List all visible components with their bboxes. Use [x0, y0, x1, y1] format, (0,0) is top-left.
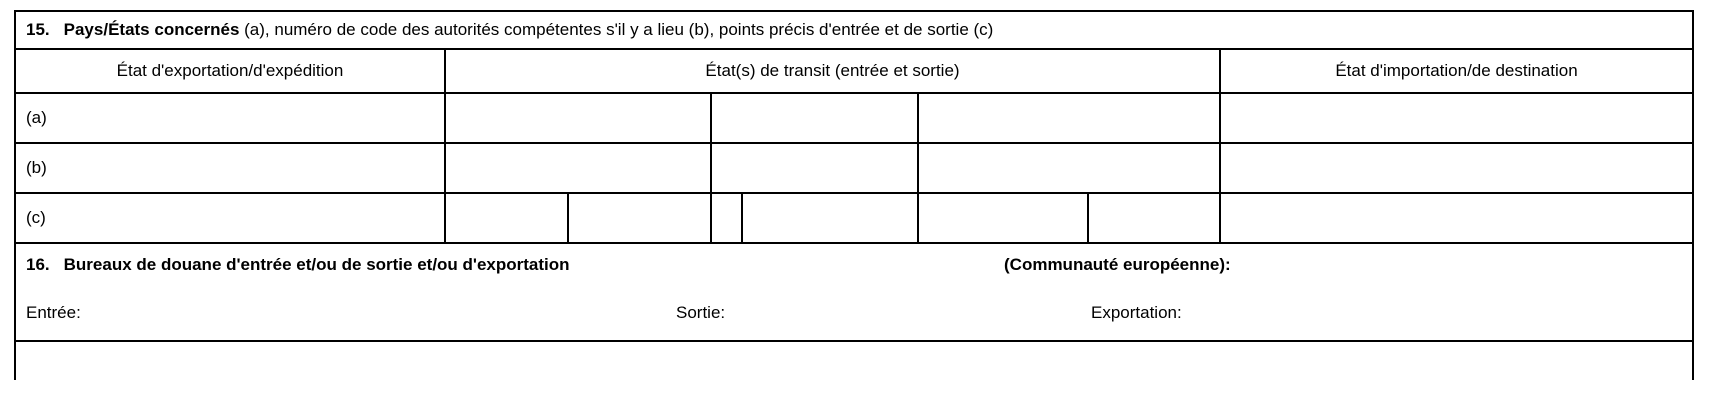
row-b-transit-cells [446, 144, 1221, 192]
row-b-transit-cell-3[interactable] [919, 144, 1219, 192]
block-15-title-rest: (a), numéro de code des autorités compétentes s'il y a lieu (b), points précis d'entrée et de sortie (c) [244, 20, 994, 39]
form-section [14, 10, 1694, 380]
row-c-import-cell[interactable] [1221, 194, 1692, 242]
column-header-import: État d'importation/de destination [1335, 61, 1578, 80]
block-15-title-bold: Pays/États concernés [63, 20, 240, 39]
row-c-transit-cell-1[interactable] [446, 194, 569, 242]
block-16-community-label: (Communauté européenne): [1004, 255, 1231, 274]
table-row [16, 194, 1692, 244]
row-a-transit-cells [446, 94, 1221, 142]
block-16-line-1-wrapper [16, 244, 1692, 286]
column-header-export: État d'exportation/d'expédition [16, 50, 446, 92]
column-header-transit: État(s) de transit (entrée et sortie) [446, 50, 1221, 92]
table-row [16, 144, 1692, 194]
block-15-title [16, 12, 1692, 50]
row-c-transit-cell-6[interactable] [1089, 194, 1219, 242]
block-16-number: 16. [26, 255, 50, 274]
block-15-header-row [16, 50, 1692, 94]
row-a-transit-cell-1[interactable] [446, 94, 712, 142]
row-b-transit-cell-2[interactable] [712, 144, 918, 192]
field-label-exportation: Exportation: [1091, 303, 1182, 322]
block-16-title-line [16, 244, 1692, 286]
block-16-fields-line [16, 286, 1692, 340]
next-block-start [16, 342, 1692, 380]
row-a-transit-cell-3[interactable] [919, 94, 1219, 142]
row-c-export-cell[interactable]: (c) [16, 194, 446, 242]
row-c-transit-cell-4[interactable] [743, 194, 919, 242]
row-c-transit-cell-2[interactable] [569, 194, 713, 242]
row-b-import-cell[interactable] [1221, 144, 1692, 192]
row-c-transit-cell-5[interactable] [919, 194, 1090, 242]
block-15-number: 15. [26, 20, 50, 39]
row-b-transit-cell-1[interactable] [446, 144, 712, 192]
row-a-import-cell[interactable] [1221, 94, 1692, 142]
table-row [16, 94, 1692, 144]
row-a-export-cell[interactable]: (a) [16, 94, 446, 142]
block-16 [16, 244, 1692, 342]
row-a-transit-cell-2[interactable] [712, 94, 918, 142]
block-16-title: Bureaux de douane d'entrée et/ou de sortie et/ou d'exportation [63, 255, 570, 274]
row-c-transit-cells [446, 194, 1221, 242]
field-label-sortie: Sortie: [676, 303, 726, 322]
row-c-transit-cell-3[interactable] [712, 194, 743, 242]
field-label-entree: Entrée: [26, 303, 81, 322]
row-b-export-cell[interactable]: (b) [16, 144, 446, 192]
